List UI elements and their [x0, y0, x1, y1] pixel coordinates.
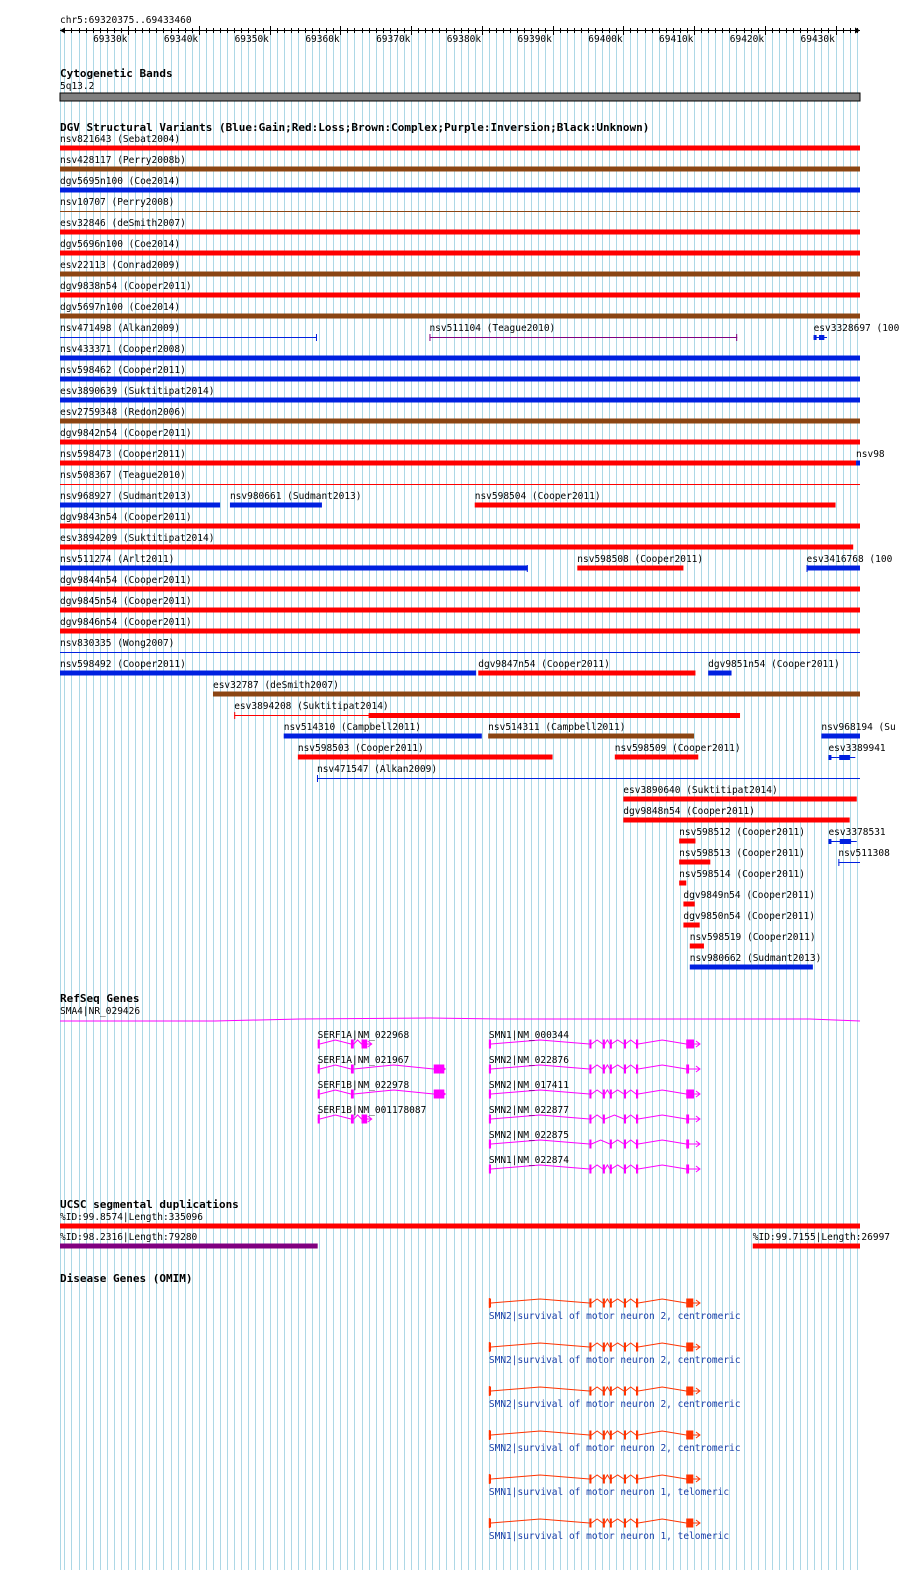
dgv-feature-label[interactable]: dgv5696n100 (Coe2014) — [60, 239, 181, 250]
omim-gene-exon — [610, 1519, 612, 1528]
refseq-gene-exon — [603, 1040, 605, 1049]
dgv-feature-bar — [60, 608, 860, 613]
dgv-feature-bar — [60, 272, 860, 277]
dgv-feature-bar — [60, 629, 860, 634]
omim-gene-exon — [624, 1519, 626, 1528]
omim-gene-exon — [610, 1431, 612, 1440]
dgv-feature-label[interactable]: dgv9851n54 (Cooper2011) — [708, 659, 840, 670]
dgv-feature-block — [828, 755, 831, 760]
dgv-feature-label[interactable]: dgv9843n54 (Cooper2011) — [60, 512, 192, 523]
omim-gene-intron — [489, 1343, 699, 1347]
omim-gene-exon — [603, 1431, 605, 1440]
refseq-gene-exon — [636, 1040, 638, 1049]
refseq-gene-exon — [686, 1115, 689, 1124]
dgv-feature-label[interactable]: nsv598473 (Cooper2011) — [60, 449, 186, 460]
dgv-feature-label[interactable]: esv3416768 (100 — [806, 554, 893, 565]
dgv-feature-bar — [683, 902, 694, 907]
omim-gene-exon — [610, 1387, 612, 1396]
omim-gene-exon — [636, 1343, 638, 1352]
refseq-top-gene-label: SMA4|NR_029426 — [60, 1006, 141, 1017]
omim-gene-exon — [636, 1475, 638, 1484]
dgv-feature-label[interactable]: nsv980662 (Sudmant2013) — [689, 953, 822, 964]
dgv-feature-label[interactable]: dgv9846n54 (Cooper2011) — [60, 617, 192, 628]
omim-gene-exon — [624, 1343, 626, 1352]
ruler-tick-label: 69340k — [163, 34, 199, 45]
refseq-gene-exon — [589, 1040, 591, 1049]
dgv-feature-bar — [690, 944, 704, 949]
omim-gene-intron — [489, 1387, 699, 1391]
refseq-gene-exon — [636, 1140, 638, 1149]
dgv-feature-bar — [60, 503, 220, 508]
dgv-feature-label[interactable]: esv3894209 (Suktitipat2014) — [60, 533, 215, 544]
dgv-feature-label[interactable]: nsv598462 (Cooper2011) — [60, 365, 186, 376]
refseq-gene-exon — [636, 1165, 638, 1174]
refseq-gene-exon — [636, 1115, 638, 1124]
dgv-feature-label[interactable]: esv3389941 — [828, 743, 886, 754]
omim-gene-exon — [589, 1519, 591, 1528]
omim-gene-exon — [624, 1387, 626, 1396]
refseq-gene-exon — [686, 1040, 694, 1049]
dgv-feature-label[interactable]: nsv514310 (Campbell2011) — [283, 722, 421, 733]
omim-gene-exon — [610, 1299, 612, 1308]
dgv-feature-label[interactable]: nsv598514 (Cooper2011) — [679, 869, 806, 880]
omim-gene-intron — [489, 1519, 699, 1523]
ruler-tick-label: 69400k — [588, 34, 623, 45]
dgv-feature-bar — [60, 188, 860, 193]
dgv-feature-bar — [60, 377, 860, 382]
dgv-feature-label[interactable]: nsv598503 (Cooper2011) — [297, 743, 424, 754]
cytoband-bar — [60, 93, 860, 101]
segdup-bar — [60, 1224, 860, 1229]
omim-gene-exon — [686, 1299, 693, 1308]
refseq-gene-exon — [589, 1090, 591, 1099]
dgv-feature-bar — [369, 713, 740, 718]
dgv-feature-bar — [623, 818, 849, 823]
refseq-gene-exon — [603, 1115, 605, 1124]
dgv-feature-bar — [478, 671, 695, 676]
refseq-top-gene-line — [60, 1018, 860, 1021]
refseq-gene-exon — [610, 1065, 612, 1074]
refseq-gene-exon — [636, 1090, 638, 1099]
refseq-gene-label[interactable]: SMN1|NM_022874 — [488, 1155, 569, 1166]
dgv-feature-bar — [623, 797, 856, 802]
refseq-gene-exon — [686, 1140, 689, 1149]
omim-gene-exon — [603, 1519, 605, 1528]
dgv-feature-label[interactable]: nsv830335 (Wong2007) — [60, 638, 175, 649]
refseq-gene-exon — [610, 1165, 612, 1174]
dgv-feature-label[interactable]: nsv471498 (Alkan2009) — [60, 323, 181, 334]
omim-gene-exon — [589, 1343, 591, 1352]
dgv-feature-label[interactable]: nsv821643 (Sebat2004) — [60, 134, 181, 145]
refseq-gene-exon — [686, 1090, 694, 1099]
dgv-feature-label[interactable]: nsv598512 (Cooper2011) — [679, 827, 806, 838]
dgv-feature-label[interactable]: nsv968927 (Sudmant2013) — [60, 491, 192, 502]
dgv-feature-label[interactable]: nsv511308 — [838, 848, 890, 859]
refseq-gene-exon — [603, 1090, 605, 1099]
dgv-feature-label[interactable]: esv3890640 (Suktitipat2014) — [623, 785, 778, 796]
dgv-feature-label[interactable]: dgv9847n54 (Cooper2011) — [478, 659, 610, 670]
dgv-feature-label[interactable]: nsv471547 (Alkan2009) — [316, 764, 438, 775]
dgv-feature-bar — [60, 146, 860, 151]
dgv-feature-bar — [60, 251, 860, 256]
dgv-feature-bar — [679, 860, 710, 865]
dgv-feature-label[interactable]: esv22113 (Conrad2009) — [60, 260, 181, 271]
omim-gene-exon — [624, 1431, 626, 1440]
ruler-tick-label: 69360k — [305, 34, 340, 45]
dgv-feature-bar — [60, 524, 860, 529]
dgv-feature-label[interactable]: nsv428117 (Perry2008b) — [60, 155, 186, 166]
cytoband-label: 5q13.2 — [60, 81, 95, 92]
dgv-feature-label[interactable]: dgv9838n54 (Cooper2011) — [60, 281, 192, 292]
omim-gene-label[interactable]: SMN2|survival of motor neuron 2, centromeric — [488, 1311, 741, 1322]
dgv-feature-bar — [60, 545, 853, 550]
omim-gene-label[interactable]: SMN2|survival of motor neuron 2, centromeric — [488, 1443, 741, 1454]
refseq-gene-exon — [686, 1065, 689, 1074]
refseq-gene-label[interactable]: SMN1|NM_000344 — [488, 1030, 569, 1041]
dgv-feature-bar — [213, 692, 860, 697]
dgv-feature-label[interactable]: nsv598513 (Cooper2011) — [679, 848, 806, 859]
dgv-feature-bar — [60, 587, 860, 592]
refseq-gene-exon — [624, 1065, 626, 1074]
dgv-feature-label[interactable]: nsv511274 (Arlt2011) — [60, 554, 175, 565]
segdup-bar — [753, 1244, 860, 1249]
refseq-gene-exon — [589, 1065, 591, 1074]
dgv-feature-label[interactable]: esv3378531 — [828, 827, 886, 838]
dgv-feature-label[interactable]: dgv9844n54 (Cooper2011) — [60, 575, 192, 586]
omim-gene-exon — [610, 1475, 612, 1484]
omim-gene-label[interactable]: SMN1|survival of motor neuron 1, telomeric — [488, 1531, 730, 1542]
dgv-feature-label[interactable]: dgv5697n100 (Coe2014) — [60, 302, 181, 313]
dgv-feature-block — [839, 755, 850, 760]
dgv-feature-label[interactable]: esv32787 (deSmith2007) — [212, 680, 339, 691]
omim-gene-label[interactable]: SMN2|survival of motor neuron 2, centromeric — [488, 1355, 741, 1366]
dgv-feature-label[interactable]: dgv9845n54 (Cooper2011) — [60, 596, 192, 607]
segdup-label[interactable]: %ID:98.2316|Length:79280 — [60, 1232, 198, 1243]
dgv-feature-bar — [690, 965, 813, 970]
dgv-feature-label[interactable]: nsv598492 (Cooper2011) — [60, 659, 186, 670]
omim-gene-exon — [686, 1387, 693, 1396]
dgv-feature-label[interactable]: esv3328697 (100 — [813, 323, 899, 334]
dgv-feature-block — [819, 335, 824, 340]
cytoband-track-title[interactable]: Cytogenetic Bands — [60, 67, 173, 80]
refseq-gene-exon — [624, 1140, 626, 1149]
dgv-feature-bar — [60, 461, 856, 466]
dgv-feature-label[interactable]: nsv968194 (Su — [821, 722, 896, 733]
dgv-feature-bar — [60, 314, 860, 319]
refseq-track-title[interactable]: RefSeq Genes — [60, 992, 140, 1005]
refseq-gene-exon — [603, 1065, 605, 1074]
omim-gene-intron — [489, 1475, 699, 1479]
dgv-feature-label[interactable]: esv2759348 (Redon2006) — [60, 407, 186, 418]
refseq-gene-label[interactable]: SERF1A|NM_022968 — [317, 1030, 410, 1041]
dgv-feature-label[interactable]: esv3894208 (Suktitipat2014) — [234, 701, 389, 712]
omim-gene-exon — [624, 1475, 626, 1484]
ruler-tick-label: 69330k — [93, 34, 128, 45]
ruler-tick-label: 69380k — [446, 34, 482, 45]
omim-gene-exon — [603, 1387, 605, 1396]
dgv-feature-label[interactable]: esv32846 (deSmith2007) — [60, 218, 186, 229]
dgv-feature-bar — [60, 440, 860, 445]
refseq-gene-exon — [636, 1065, 638, 1074]
dgv-feature-label[interactable]: nsv98 — [856, 449, 885, 460]
dgv-feature-label[interactable]: dgv9849n54 (Cooper2011) — [683, 890, 815, 901]
dgv-feature-label[interactable]: nsv433371 (Cooper2008) — [60, 344, 186, 355]
refseq-gene-exon — [624, 1040, 626, 1049]
omim-gene-exon — [686, 1343, 693, 1352]
refseq-gene-label[interactable]: SERF1B|NM_022978 — [317, 1080, 410, 1091]
ruler-tick-label: 69420k — [729, 34, 765, 45]
dgv-feature-bar — [60, 419, 860, 424]
omim-gene-exon — [636, 1431, 638, 1440]
refseq-gene-exon — [434, 1065, 445, 1074]
dgv-feature-bar — [60, 398, 860, 403]
dgv-feature-bar — [679, 839, 695, 844]
omim-gene-exon — [589, 1431, 591, 1440]
refseq-gene-exon — [589, 1115, 591, 1124]
omim-gene-exon — [603, 1299, 605, 1308]
dgv-feature-bar — [284, 734, 482, 739]
dgv-feature-bar — [60, 293, 860, 298]
dgv-feature-label[interactable]: nsv508367 (Teague2010) — [60, 470, 186, 481]
omim-track-title[interactable]: Disease Genes (OMIM) — [60, 1272, 193, 1285]
dgv-feature-bar — [60, 566, 528, 571]
refseq-gene-exon — [624, 1165, 626, 1174]
omim-gene-exon — [686, 1431, 693, 1440]
dgv-feature-label[interactable]: nsv511104 (Teague2010) — [429, 323, 556, 334]
dgv-feature-label[interactable]: nsv598509 (Cooper2011) — [614, 743, 741, 754]
segdup-track-title[interactable]: UCSC segmental duplications — [60, 1198, 239, 1211]
refseq-gene-exon — [589, 1165, 591, 1174]
omim-gene-exon — [589, 1299, 591, 1308]
dgv-feature-bar — [821, 734, 860, 739]
dgv-feature-bar — [488, 734, 694, 739]
dgv-feature-bar — [475, 503, 836, 508]
refseq-gene-label[interactable]: SMN2|NM_022876 — [488, 1055, 569, 1066]
region-label: chr5:69320375..69433460 — [60, 15, 192, 26]
dgv-feature-label[interactable]: dgv9842n54 (Cooper2011) — [60, 428, 192, 439]
refseq-gene-exon — [603, 1165, 605, 1174]
ruler-tick-label: 69410k — [659, 34, 694, 45]
refseq-gene-label[interactable]: SERF1A|NM_021967 — [317, 1055, 410, 1066]
refseq-gene-exon — [434, 1090, 445, 1099]
dgv-feature-label[interactable]: nsv598519 (Cooper2011) — [689, 932, 816, 943]
refseq-gene-exon — [624, 1090, 626, 1099]
refseq-gene-label[interactable]: SMN2|NM_022875 — [488, 1130, 569, 1141]
dgv-feature-label[interactable]: nsv980661 (Sudmant2013) — [229, 491, 362, 502]
dgv-feature-label[interactable]: dgv9848n54 (Cooper2011) — [623, 806, 755, 817]
omim-gene-intron — [489, 1431, 699, 1435]
dgv-feature-label[interactable]: dgv9850n54 (Cooper2011) — [683, 911, 815, 922]
dgv-feature-bar — [683, 923, 699, 928]
omim-gene-exon — [636, 1299, 638, 1308]
dgv-feature-label[interactable]: dgv5695n100 (Coe2014) — [60, 176, 181, 187]
refseq-gene-label[interactable]: SMN2|NM_022877 — [488, 1105, 569, 1116]
dgv-track-title[interactable]: DGV Structural Variants (Blue:Gain;Red:Loss;Brown:Complex;Purple:Inversion;Black:Unknown) — [60, 121, 650, 134]
dgv-feature-bar — [60, 356, 860, 361]
dgv-feature-bar — [708, 671, 731, 676]
omim-gene-exon — [636, 1519, 638, 1528]
dgv-feature-label[interactable]: esv3890639 (Suktitipat2014) — [60, 386, 215, 397]
segdup-label[interactable]: %ID:99.7155|Length:26997 — [752, 1232, 891, 1243]
refseq-gene-exon — [610, 1090, 612, 1099]
dgv-feature-bar — [298, 755, 553, 760]
omim-gene-exon — [636, 1387, 638, 1396]
ruler-tick-label: 69350k — [234, 34, 269, 45]
dgv-feature-block — [840, 839, 851, 844]
omim-gene-exon — [686, 1475, 693, 1484]
dgv-feature-bar — [577, 566, 683, 571]
dgv-feature-bar — [615, 755, 698, 760]
refseq-gene-label[interactable]: SERF1B|NM_001178087 — [317, 1105, 427, 1116]
dgv-feature-bar — [60, 230, 860, 235]
omim-gene-label[interactable]: SMN2|survival of motor neuron 2, centromeric — [488, 1399, 741, 1410]
ruler-tick-label: 69390k — [517, 34, 552, 45]
dgv-feature-bar — [60, 671, 476, 676]
dgv-feature-block — [828, 839, 831, 844]
omim-gene-exon — [686, 1519, 693, 1528]
refseq-gene-label[interactable]: SMN2|NM_017411 — [488, 1080, 569, 1091]
dgv-feature-label[interactable]: nsv514311 (Campbell2011) — [488, 722, 626, 733]
dgv-feature-label[interactable]: nsv598504 (Cooper2011) — [474, 491, 601, 502]
dgv-feature-block — [814, 335, 817, 340]
dgv-feature-bar — [856, 461, 860, 466]
omim-gene-exon — [610, 1343, 612, 1352]
dgv-feature-bar — [230, 503, 322, 508]
segdup-bar — [60, 1244, 318, 1249]
omim-gene-exon — [624, 1299, 626, 1308]
ruler-tick-label: 69370k — [376, 34, 411, 45]
omim-gene-intron — [489, 1299, 699, 1303]
dgv-feature-label[interactable]: nsv10707 (Perry2008) — [60, 197, 175, 208]
refseq-gene-exon — [589, 1140, 591, 1149]
ruler-tick-label: 69430k — [800, 34, 835, 45]
refseq-gene-exon — [610, 1140, 612, 1149]
dgv-feature-label[interactable]: nsv598508 (Cooper2011) — [577, 554, 704, 565]
omim-gene-exon — [589, 1475, 591, 1484]
omim-gene-exon — [603, 1343, 605, 1352]
dgv-feature-bar — [679, 881, 686, 886]
refseq-gene-exon — [610, 1040, 612, 1049]
omim-gene-label[interactable]: SMN1|survival of motor neuron 1, telomeric — [488, 1487, 730, 1498]
refseq-gene-exon — [624, 1115, 626, 1124]
dgv-feature-bar — [807, 566, 860, 571]
dgv-feature-bar — [60, 167, 860, 172]
omim-gene-exon — [603, 1475, 605, 1484]
segdup-label[interactable]: %ID:99.8574|Length:335096 — [60, 1212, 203, 1223]
omim-gene-exon — [589, 1387, 591, 1396]
refseq-gene-exon — [686, 1165, 689, 1174]
